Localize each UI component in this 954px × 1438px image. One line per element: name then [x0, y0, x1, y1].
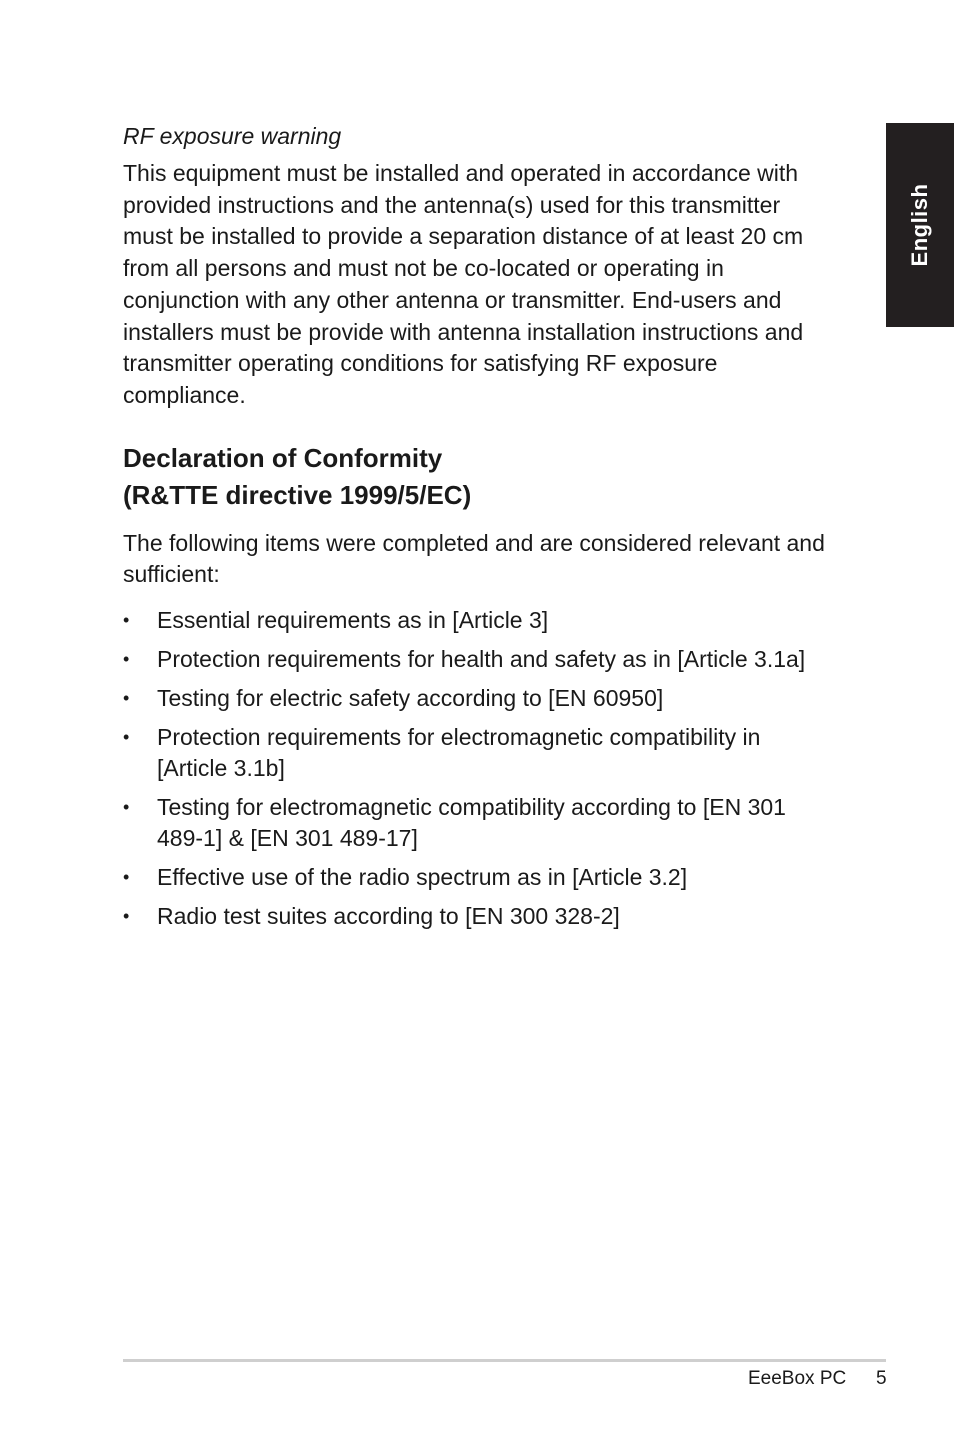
list-item-text: Essential requirements as in [Article 3]	[157, 606, 549, 633]
bullet-icon: •	[123, 648, 130, 669]
bullet-icon: •	[123, 866, 130, 887]
list-item	[123, 605, 828, 636]
list-item	[123, 901, 828, 932]
list-item-text: Protection requirements for electromagnetic compatibility in [Article 3.1b]	[157, 723, 761, 781]
bullet-icon: •	[123, 726, 130, 747]
footer-page-number: 5	[876, 1368, 887, 1389]
bullet-icon: •	[123, 796, 130, 817]
footer-product-name: EeeBox PC	[748, 1368, 847, 1389]
bullet-icon: •	[123, 687, 130, 708]
declaration-heading	[123, 440, 828, 514]
list-item	[123, 722, 828, 784]
requirements-list	[123, 605, 828, 932]
language-tab	[886, 123, 954, 327]
declaration-heading-line1: Declaration of Conformity	[123, 442, 443, 473]
list-item	[123, 792, 828, 854]
language-tab-label: English	[907, 183, 932, 267]
list-item-text: Protection requirements for health and safety as in [Article 3.1a]	[157, 645, 806, 672]
bullet-icon: •	[123, 609, 130, 630]
list-item	[123, 644, 828, 675]
list-item	[123, 862, 828, 893]
footer-divider	[123, 1359, 886, 1362]
page-content	[123, 118, 828, 940]
list-item	[123, 683, 828, 714]
list-item-text: Effective use of the radio spectrum as in [Article 3.2]	[157, 863, 688, 890]
list-item-text: Testing for electric safety according to [EN 60950]	[157, 684, 664, 711]
rf-warning-title: RF exposure warning	[123, 123, 342, 149]
declaration-intro: The following items were completed and are considered relevant and sufficient:	[123, 529, 825, 588]
rf-warning-body: This equipment must be installed and operated in accordance with provided instructions and the antenna(s) used for this transmitter must be installed to provide a separation distance of at least 20 cm from all persons and must not be co-located or operating in conjunction with any other antenna or transmitter. End-users and installers must be provide with antenna installation instructions and transmitter operating conditions for satisfying RF exposure compliance.	[123, 160, 804, 408]
list-item-text: Radio test suites according to [EN 300 328-2]	[157, 902, 620, 929]
bullet-icon: •	[123, 905, 130, 926]
list-item-text: Testing for electromagnetic compatibility according to [EN 301 489-1] & [EN 301 489-17]	[157, 793, 786, 851]
declaration-heading-line2: (R&TTE directive 1999/5/EC)	[123, 479, 472, 510]
